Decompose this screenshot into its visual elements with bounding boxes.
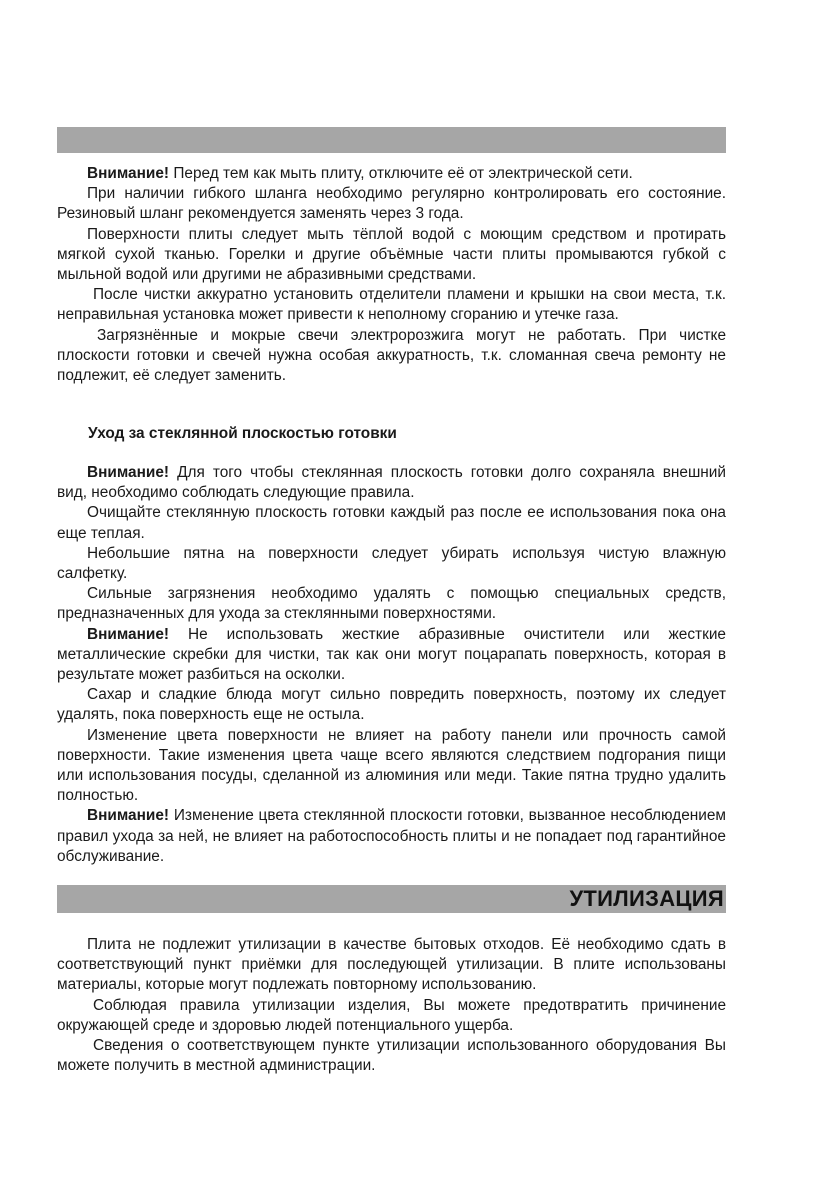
paragraph: Внимание! Изменение цвета стеклянной плоскости готовки, вызванное несоблюдением правил ухода за ней, не влияет на работоспособность плиты и не попадает под гарантийное обслуживание. [57,807,726,865]
warning-label: Внимание! [87,464,170,481]
disposal-section [57,935,726,1076]
paragraph: Внимание! Для того чтобы стеклянная плоскость готовки долго сохраняла внешний вид, необходимо соблюдать следующие правила. [57,464,726,502]
section-header-bar [57,127,726,153]
paragraph: Сахар и сладкие блюда могут сильно повредить поверхность, поэтому их следует удалять, пока поверхность еще не остыла. [57,686,726,724]
care-section [57,164,726,386]
warning-label: Внимание! [87,807,170,825]
paragraph: Сведения о соответствующем пункте утилизации использованного оборудования Вы можете получить в местной администрации. [57,1037,726,1075]
paragraph: Очищайте стеклянную плоскость готовки каждый раз после ее использования пока она еще теплая. [57,504,726,542]
paragraph: При наличии гибкого шланга необходимо регулярно контролировать его состояние. Резиновый шланг рекомендуется заменять через 3 года. [57,185,726,223]
paragraph: Внимание! Перед тем как мыть плиту, отключите её от электрической сети. [87,165,633,182]
paragraph: Внимание! Не использовать жесткие абразивные очистители или жесткие металлические скребки для чистки, так как они могут поцарапать поверхность, которая в результате может разбиться на осколки. [57,625,726,684]
disposal-header-bar [57,885,726,913]
paragraph: Небольшие пятна на поверхности следует убирать используя чистую влажную салфетку. [57,544,726,583]
paragraph: Плита не подлежит утилизации в качестве бытовых отходов. Её необходимо сдать в соответствующий пункт приёмки для последующей утилизации. В плите использованы материалы, которые могут подлежать повторному использованию. [57,936,726,994]
glass-care-section [57,463,726,867]
paragraph: После чистки аккуратно установить отделители пламени и крышки на свои места, т.к. неправильная установка может привести к неполному сгоранию и утечке газа. [57,286,726,324]
paragraph: Поверхности плиты следует мыть тёплой водой с моющим средством и протирать мягкой сухой тканью. Горелки и другие объёмные части плиты промываются губкой с мыльной водой или другими не абразивными средствами. [57,225,726,284]
disposal-title: УТИЛИЗАЦИЯ [569,886,724,911]
paragraph: Загрязнённые и мокрые свечи электророзжига могут не работать. При чистке плоскости готовки и свечей нужна особая аккуратность, т.к. сломанная свеча ремонту не подлежит, её следует заменить. [57,326,726,385]
warning-label: Внимание! [87,165,170,182]
warning-label: Внимание! [87,625,170,643]
paragraph: Соблюдая правила утилизации изделия, Вы можете предотвратить причинение окружающей среде и здоровью людей потенциального ущерба. [57,996,726,1034]
paragraph: Изменение цвета поверхности не влияет на работу панели или прочность самой поверхности. Такие изменения цвета чаще всего являются следствием подгорания пищи или использования посуды, сделанной из алюминия или меди. Такие пятна трудно удалить полностью. [57,726,726,805]
paragraph: Сильные загрязнения необходимо удалять с помощью специальных средств, предназначенных для ухода за стеклянными поверхностями. [57,585,726,623]
glass-care-heading: Уход за стеклянной плоскостью готовки [88,425,397,442]
